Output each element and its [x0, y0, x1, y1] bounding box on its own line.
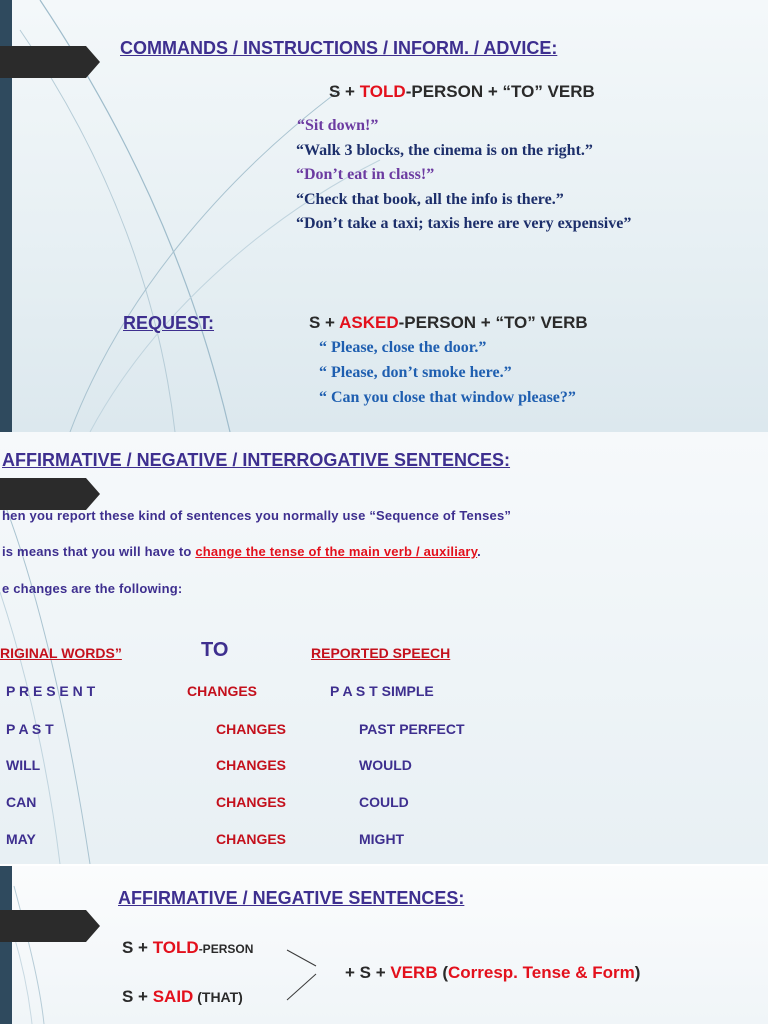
told-formula [329, 82, 595, 102]
formula-that: (THAT) [193, 989, 243, 1005]
formula-verb-asked: ASKED [339, 313, 399, 332]
result-verb: VERB [390, 963, 438, 982]
intro-line: e changes are the following: [2, 581, 183, 596]
formula-subject: S + [309, 313, 340, 332]
tense-to: MIGHT [359, 831, 405, 847]
formula-subject: S + [329, 82, 360, 101]
result-prefix: + S + [345, 963, 391, 982]
column-original-words: RIGINAL WORDS” [0, 645, 122, 661]
request-example: “ Please, don’t smoke here.” [319, 364, 512, 381]
formula-rest: -PERSON + “TO” VERB [405, 82, 595, 101]
tense-to: WOULD [359, 757, 412, 773]
tense-to: COULD [359, 794, 409, 810]
formula-verb-said: SAID [152, 987, 194, 1006]
heading-affirmative-negative: AFFIRMATIVE / NEGATIVE SENTENCES: [118, 888, 465, 908]
tense-from: WILL [6, 757, 41, 773]
tense-to: P A S T SIMPLE [330, 683, 434, 699]
intro-line [2, 544, 481, 559]
slide-sequence-of-tenses [0, 432, 768, 864]
changes-label: CHANGES [187, 683, 258, 699]
changes-label: CHANGES [216, 721, 287, 737]
tense-from: CAN [6, 794, 37, 810]
joining-bracket [0, 866, 768, 1024]
tense-to: PAST PERFECT [359, 721, 465, 737]
tense-from: P A S T [6, 721, 54, 737]
heading-commands: COMMANDS / INSTRUCTIONS / INFORM. / ADVICE: [120, 38, 558, 58]
column-to: TO [201, 639, 229, 661]
example-sentence: “Don’t eat in class!” [296, 166, 435, 183]
formula-verb-told: TOLD [359, 82, 406, 101]
example-sentence: “Check that book, all the info is there.” [296, 191, 564, 208]
formula-verb-told: TOLD [152, 938, 199, 957]
tense-from: MAY [6, 831, 36, 847]
slide-commands [0, 0, 768, 432]
slide-tab-marker [0, 478, 100, 510]
changes-label: CHANGES [216, 757, 287, 773]
request-example: “ Can you close that window please?” [319, 389, 576, 406]
line-prefix: is means that you will have to [2, 544, 196, 559]
request-example: “ Please, close the door.” [319, 339, 487, 356]
example-sentence: “Don’t take a taxi; taxis here are very expensive” [296, 215, 632, 232]
asked-formula [309, 313, 588, 333]
changes-label: CHANGES [216, 794, 287, 810]
formula-rest: -PERSON + “TO” VERB [398, 313, 588, 332]
formula-person: -PERSON [198, 942, 254, 956]
paren-open: ( [437, 963, 448, 982]
column-reported-speech: REPORTED SPEECH [311, 645, 451, 661]
paren-close: ) [634, 963, 641, 982]
heading-sentences: AFFIRMATIVE / NEGATIVE / INTERROGATIVE SENTENCES: [2, 450, 511, 470]
example-sentence: “Walk 3 blocks, the cinema is on the right.” [296, 142, 593, 159]
result-formula [345, 963, 640, 983]
tense-from: P R E S E N T [6, 683, 96, 699]
formula-subject: S + [122, 987, 153, 1006]
result-note: Corresp. Tense & Form [448, 963, 635, 982]
slide-affirmative-negative [0, 866, 768, 1024]
slide-tab-marker [0, 46, 100, 78]
highlight-change-tense: change the tense of the main verb / auxiliary [195, 544, 478, 559]
heading-request: REQUEST: [123, 313, 215, 333]
intro-line: hen you report these kind of sentences you normally use “Sequence of Tenses” [2, 508, 512, 523]
changes-label: CHANGES [216, 831, 287, 847]
example-sentence: “Sit down!” [297, 117, 379, 134]
line-suffix: . [477, 544, 481, 559]
formula-subject: S + [122, 938, 153, 957]
